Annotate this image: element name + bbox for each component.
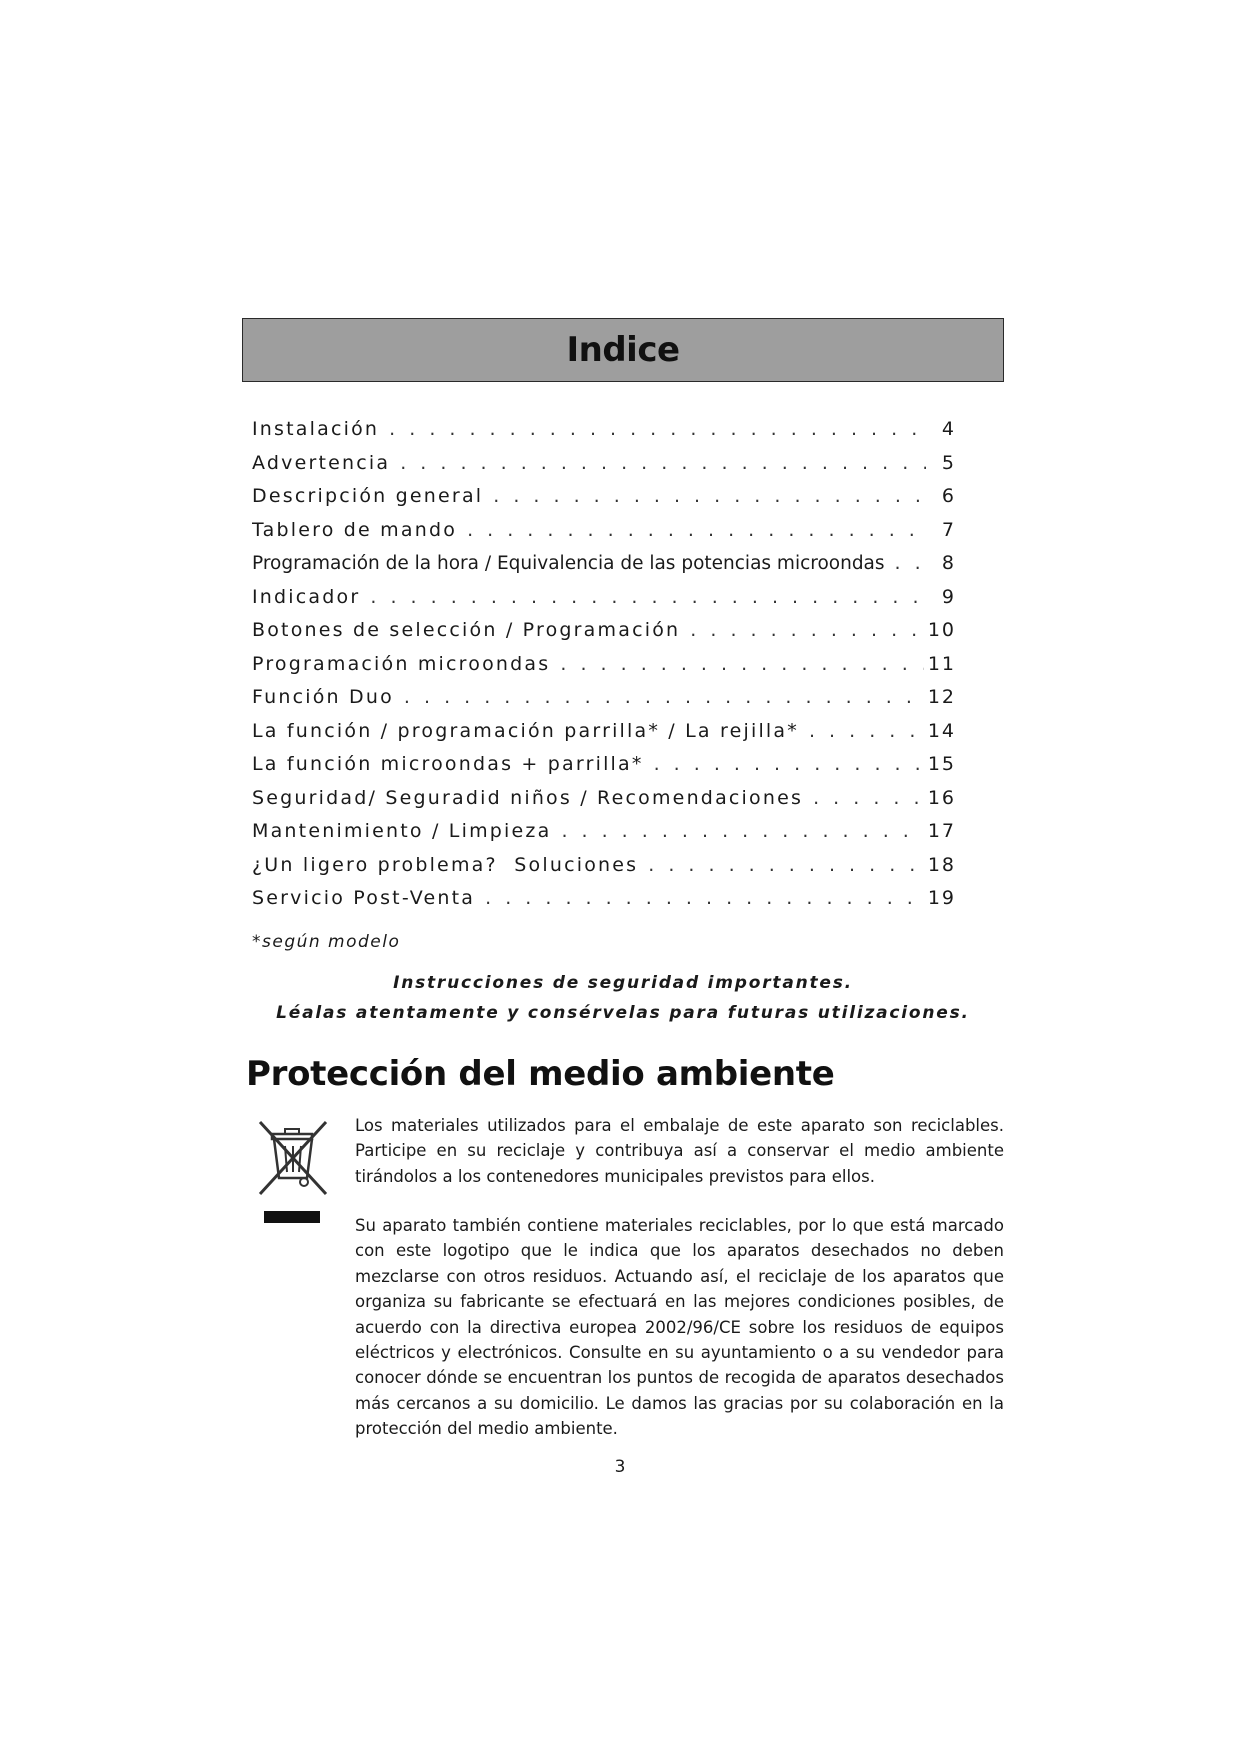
- toc-item-page: 5: [941, 451, 956, 474]
- toc-leader-dots: [400, 452, 926, 474]
- toc-item-title: Seguridad/ Seguradid niños / Recomendaciones: [252, 786, 804, 809]
- weee-crossed-bin-icon: [252, 1116, 334, 1228]
- toc-leader-dots: [493, 485, 926, 507]
- toc-item-page: 9: [941, 585, 956, 608]
- toc-item[interactable]: [252, 720, 956, 754]
- toc-item-title: Indicador: [252, 585, 361, 608]
- toc-item-page: 10: [927, 619, 956, 641]
- table-of-contents: [252, 418, 956, 921]
- toc-leader-dots: [648, 854, 924, 876]
- toc-item-page: 19: [927, 887, 956, 909]
- environment-paragraph-1: Los materiales utilizados para el embalaje de este aparato son reciclables. Participe en su reciclaje y contribuya así a conservar el medio ambiente tirándolos a los contenedores municipales previstos para ellos.: [355, 1116, 1004, 1186]
- toc-leader-dots: [485, 887, 924, 909]
- toc-item[interactable]: [252, 485, 956, 519]
- toc-item[interactable]: [252, 519, 956, 553]
- toc-item[interactable]: [252, 887, 956, 921]
- toc-leader-dots: [404, 686, 924, 708]
- toc-item-page: 17: [927, 820, 956, 842]
- toc-item-title: Programación de la hora / Equivalencia de las potencias microondas: [252, 553, 885, 574]
- toc-item[interactable]: [252, 820, 956, 854]
- toc-item-title: Instalación: [252, 418, 380, 440]
- toc-item-page: 12: [927, 686, 956, 708]
- toc-item-page: 15: [927, 753, 956, 775]
- toc-leader-dots: [389, 418, 926, 440]
- toc-item-title: Descripción general: [252, 485, 484, 507]
- toc-leader-dots: [654, 753, 924, 775]
- index-title: Indice: [566, 330, 680, 370]
- toc-item-page: 18: [927, 853, 956, 876]
- toc-item-title: Tablero de mando: [252, 518, 458, 541]
- toc-item[interactable]: [252, 418, 956, 452]
- toc-item[interactable]: [252, 787, 956, 821]
- toc-item[interactable]: [252, 653, 956, 687]
- toc-item-page: 4: [941, 418, 956, 440]
- toc-item-page: 11: [927, 652, 956, 675]
- toc-item[interactable]: [252, 552, 956, 586]
- toc-item-page: 14: [927, 719, 956, 742]
- toc-item-title: Mantenimiento / Limpieza: [252, 820, 552, 842]
- toc-item-page: 16: [927, 786, 956, 809]
- toc-item-page: 8: [941, 552, 956, 574]
- toc-item-page: 6: [941, 485, 956, 507]
- safety-notice-line1: Instrucciones de seguridad importantes.: [393, 973, 853, 993]
- toc-leader-dots: [813, 787, 924, 809]
- toc-item-title: Función Duo: [252, 686, 394, 708]
- environment-paragraph-2: Su aparato también contiene materiales reciclables, por lo que está marcado con este logotipo que le indica que los aparatos desechados no deben mezclarse con otros residuos. Actuando así, el reciclaje de los aparatos que organiza su fabricante se efectuará en las mejores condiciones posibles, de acuerdo con la directiva europea 2002/96/CE sobre los residuos de equipos eléctricos y electrónicos. Consulte en su ayuntamiento o a su vendedor para conocer dónde se encuentran los puntos de recogida de aparatos desechados más cercanos a su domicilio. Le damos las gracias por su colaboración en la protección del medio ambiente.: [355, 1216, 1004, 1439]
- toc-leader-dots: [809, 720, 924, 742]
- toc-leader-dots: [895, 552, 926, 574]
- toc-leader-dots: [370, 586, 926, 608]
- safety-notice-line2: Léalas atentamente y consérvelas para futuras utilizaciones.: [276, 1003, 970, 1023]
- toc-item-title: ¿Un ligero problema? Soluciones: [252, 853, 639, 876]
- model-footnote: *según modelo: [252, 932, 401, 952]
- toc-item-page: 7: [941, 518, 956, 541]
- toc-item-title: Programación microondas: [252, 652, 551, 675]
- toc-item-title: Servicio Post-Venta: [252, 887, 476, 909]
- toc-leader-dots: [690, 619, 924, 641]
- environment-title: Protección del medio ambiente: [246, 1054, 835, 1094]
- toc-item-title: Botones de selección / Programación: [252, 619, 681, 641]
- toc-leader-dots: [560, 653, 923, 675]
- toc-item[interactable]: [252, 686, 956, 720]
- toc-item[interactable]: [252, 753, 956, 787]
- toc-item-title: La función / programación parrilla* / La rejilla*: [252, 719, 799, 742]
- toc-leader-dots: [561, 820, 923, 842]
- toc-item[interactable]: [252, 586, 956, 620]
- toc-item[interactable]: [252, 452, 956, 486]
- toc-item[interactable]: [252, 619, 956, 653]
- toc-item[interactable]: [252, 854, 956, 888]
- toc-item-title: La función microondas + parrilla*: [252, 753, 644, 775]
- page-number: 3: [614, 1457, 626, 1477]
- toc-leader-dots: [467, 519, 926, 541]
- toc-item-title: Advertencia: [252, 451, 391, 474]
- index-header-box: [242, 318, 1004, 382]
